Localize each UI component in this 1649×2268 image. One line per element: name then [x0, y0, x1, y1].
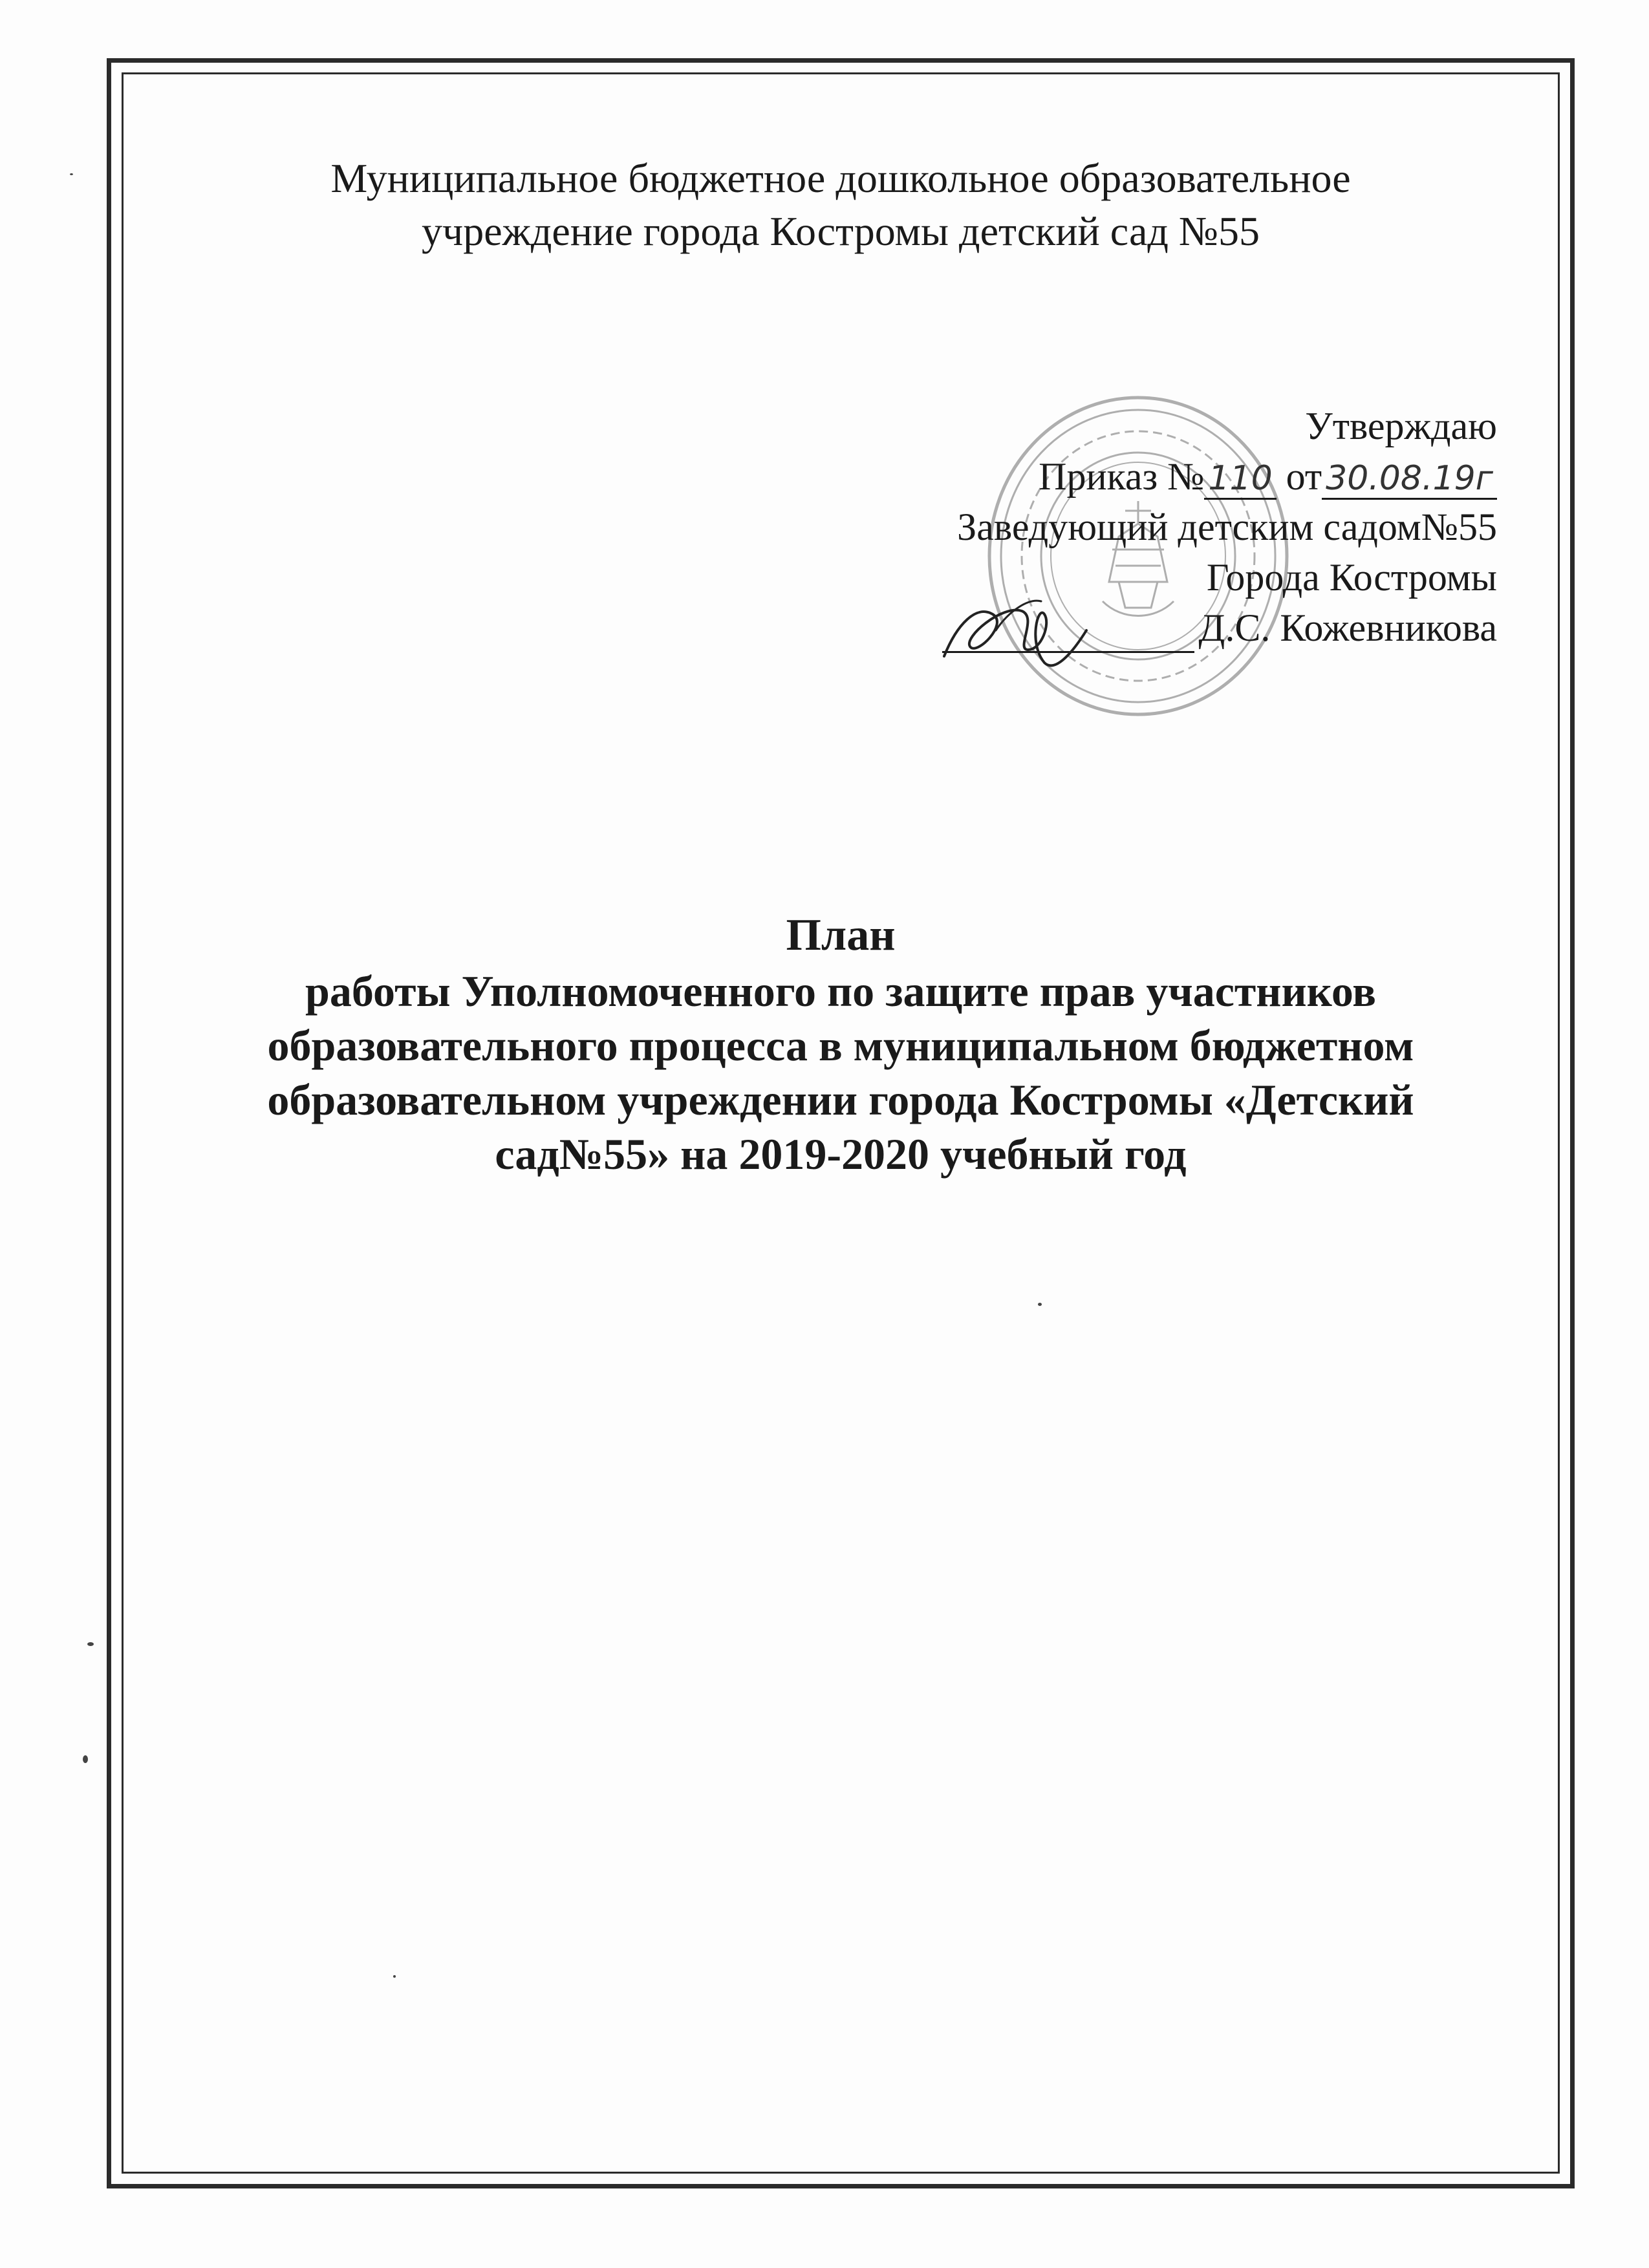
organization-line-2: учреждение города Костромы детский сад №55: [422, 208, 1260, 254]
approver-name: Д.С. Кожевникова: [1198, 606, 1497, 649]
order-prefix: Приказ №: [1039, 455, 1205, 498]
order-date-prefix: от: [1286, 455, 1322, 498]
approver-city: Города Костромы: [1206, 556, 1497, 599]
title-line-4: сад№55» на 2019-2020 учебный год: [495, 1129, 1187, 1179]
title-line-2: образовательного процесса в муниципальном бюджетном: [267, 1021, 1414, 1070]
approver-name-line: [786, 603, 1497, 653]
scan-speck: [83, 1755, 88, 1763]
handwritten-signature-icon: [931, 585, 1099, 682]
approval-title: Утверждаю: [1305, 405, 1497, 447]
organization-header: [194, 152, 1487, 258]
scan-speck: [70, 173, 73, 175]
approver-position: Заведующий детским садом№55: [957, 506, 1497, 548]
order-date: 30.08.19г: [1322, 459, 1497, 500]
organization-line-1: Муниципальное бюджетное дошкольное образовательное: [330, 155, 1351, 201]
scan-speck: [393, 1975, 396, 1978]
scan-speck: [1038, 1303, 1042, 1306]
approval-block: [786, 401, 1497, 653]
order-number: 110: [1204, 459, 1276, 500]
scan-speck: [87, 1642, 94, 1646]
order-line: [786, 451, 1497, 502]
title-line-1: работы Уполномоченного по защите прав участников: [305, 967, 1376, 1016]
title-line-3: образовательном учреждении города Костромы «Детский: [267, 1075, 1414, 1124]
title-heading: План: [786, 910, 896, 960]
document-title: [194, 908, 1487, 1181]
